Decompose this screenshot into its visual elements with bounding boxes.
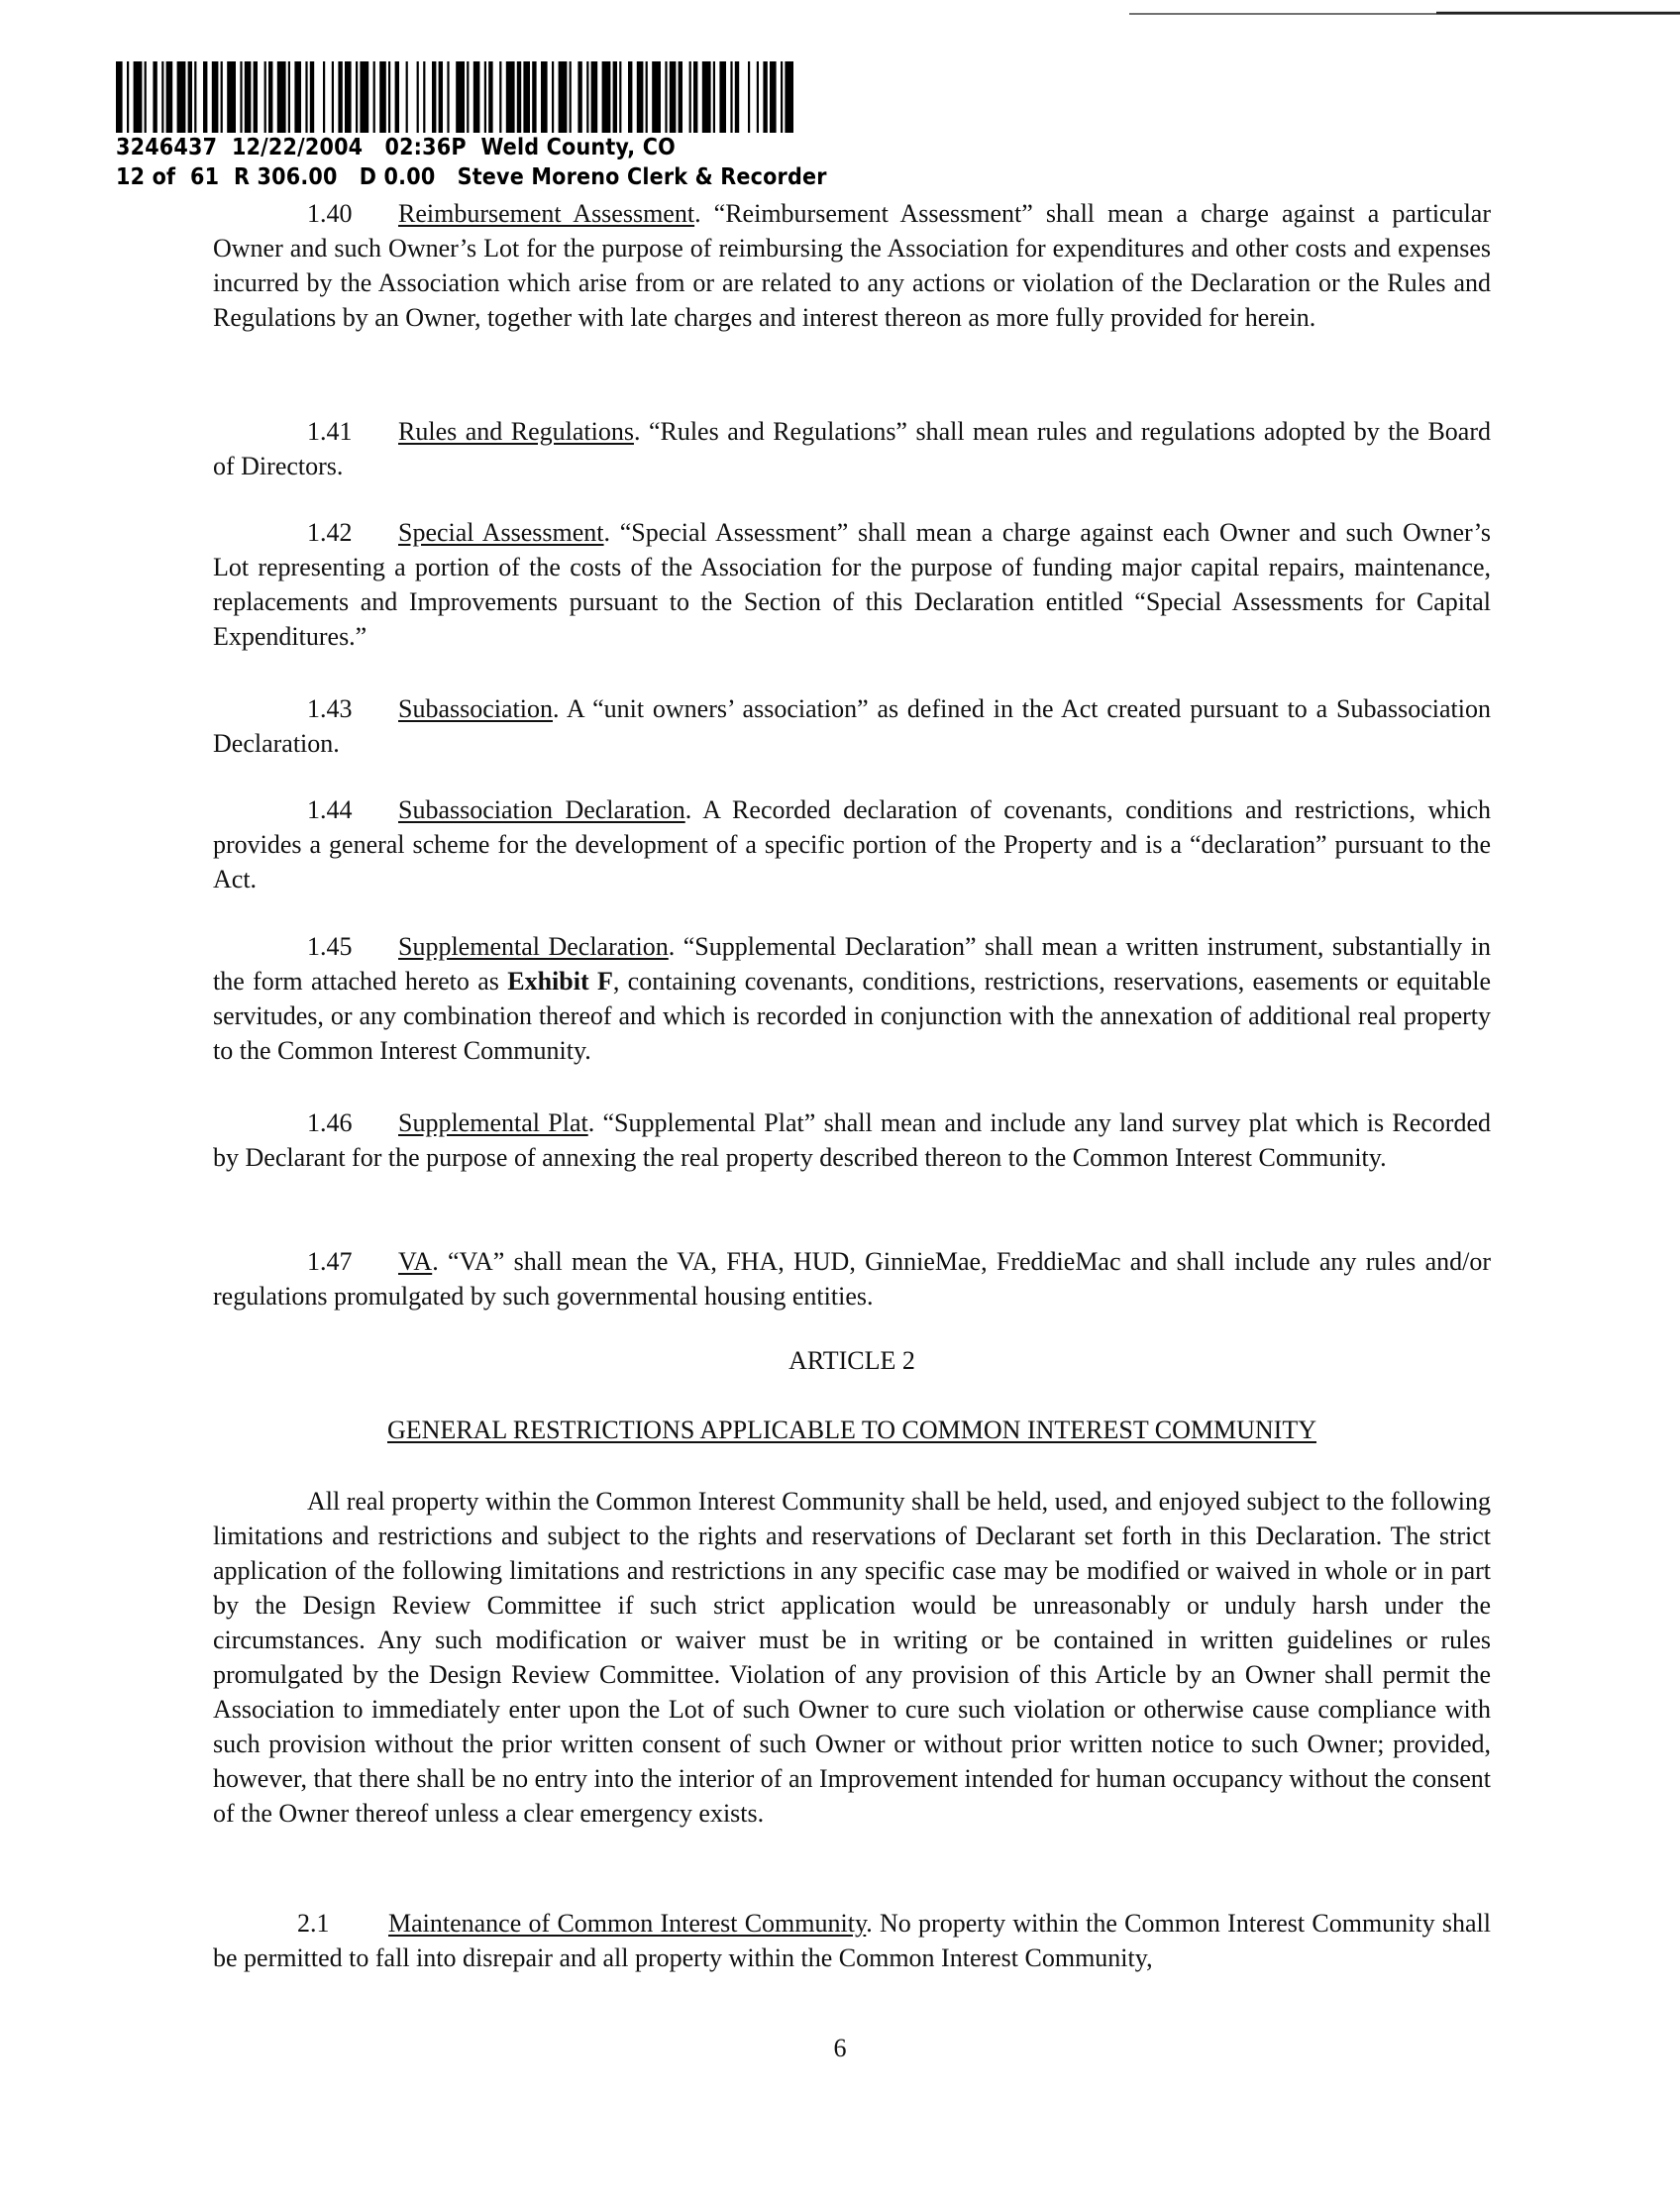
barcode-bar (254, 61, 258, 133)
barcode-bar (781, 61, 783, 133)
barcode-bar (177, 61, 186, 133)
barcode-bar (730, 61, 732, 133)
barcode-bar (379, 61, 386, 133)
barcode-bar (763, 61, 767, 133)
barcode-bar (702, 61, 711, 133)
barcode-bar (484, 61, 486, 133)
barcode-bar (127, 61, 129, 133)
section-number: 1.47 (307, 1247, 353, 1276)
barcode-bar (578, 61, 581, 133)
barcode-bar (423, 61, 425, 133)
section-1-42 (213, 515, 1491, 654)
barcode-bar (332, 61, 334, 133)
section-text: . “Supplemental Plat” shall mean and include any land survey plat which is Recorded by Declarant for the purpose of annexing the real property described thereon to the Common Interest Community. (213, 1108, 1492, 1172)
section-2-1 (213, 1906, 1491, 1975)
barcode-bar (145, 61, 147, 133)
section-number: 1.40 (307, 199, 353, 228)
section-title: Subassociation Declaration (398, 795, 685, 824)
exhibit-reference: Exhibit F (507, 967, 613, 996)
barcode-bar (134, 61, 143, 133)
section-1-43 (213, 691, 1491, 761)
section-text: . “Reimbursement Assessment” shall mean a charge against a particular Owner and such Owner’s Lot for the purpose of reimbursing the Association for expenditures and other costs and expenses incurred by the Association which arise from or are related to any actions or violation of the Declaration or the Rules and Regulations by an Owner, together with late charges and interest thereon as more fully provided for herein. (213, 199, 1491, 332)
barcode-bar (447, 61, 449, 133)
barcode-bar (523, 61, 530, 133)
section-number: 1.45 (307, 932, 353, 961)
barcode-bar (770, 61, 777, 133)
barcode-bar (591, 61, 598, 133)
barcode-bar (310, 61, 314, 133)
recording-line-1: 3246437 12/22/2004 02:36P Weld County, CO (116, 135, 676, 160)
barcode-bar (432, 61, 436, 133)
barcode-bar (689, 61, 691, 133)
barcode-bar (785, 61, 793, 133)
barcode-bar (456, 61, 465, 133)
section-number: 1.41 (307, 417, 353, 446)
section-text: . “Rules and Regulations” shall mean rules and regulations adopted by the Board of Directors. (213, 417, 1491, 480)
article-title: GENERAL RESTRICTIONS APPLICABLE TO COMMON INTEREST COMMUNITY (387, 1416, 1316, 1444)
section-number: 1.43 (307, 694, 353, 723)
barcode-bar (417, 61, 419, 133)
barcode-bar (637, 61, 644, 133)
barcode-bar (619, 61, 621, 133)
barcode-bar (268, 61, 272, 133)
barcode-bar (153, 61, 157, 133)
section-1-41 (213, 414, 1491, 483)
barcode-bar (652, 61, 661, 133)
barcode-bar (665, 61, 667, 133)
barcode-bar (395, 61, 399, 133)
barcode-bar (552, 61, 554, 133)
barcode-bar (245, 61, 252, 133)
barcode-bar (532, 61, 536, 133)
barcode-bar (212, 61, 219, 133)
barcode-bar (388, 61, 390, 133)
barcode-bar (559, 61, 568, 133)
section-1-46 (213, 1105, 1491, 1175)
barcode-bar (116, 61, 123, 133)
section-number: 1.46 (307, 1108, 353, 1137)
barcode-bar (506, 61, 515, 133)
section-1-40 (213, 196, 1491, 335)
section-text: , containing covenants, conditions, restrictions, reservations, easements or equitable servitudes, or any combination thereof and which is recorded in conjunction with the annexation of additional real property to the Common Interest Community. (213, 967, 1492, 1065)
barcode-bar (194, 61, 196, 133)
barcode-bar (294, 61, 301, 133)
section-1-45 (213, 929, 1491, 1068)
barcode-bar (188, 61, 192, 133)
barcode-bar (356, 61, 358, 133)
section-text: . No property within the Common Interest Community shall be permitted to fall into disrepair and all property within the Common Interest Community, (213, 1909, 1491, 1972)
barcode-bar (693, 61, 697, 133)
section-title: Supplemental Plat (398, 1108, 588, 1137)
barcode-bar (161, 61, 163, 133)
scan-edge-artifact (0, 0, 1680, 22)
barcode-bar (570, 61, 572, 133)
barcode-bar (439, 61, 443, 133)
section-text: . A Recorded declaration of covenants, conditions and restrictions, which provides a general scheme for the development of a specific portion of the Property and is a “declaration” pursuant to the Act. (213, 795, 1491, 893)
barcode-bar (373, 61, 375, 133)
barcode-bar (345, 61, 352, 133)
barcode-bar (646, 61, 648, 133)
barcode-bar (488, 61, 492, 133)
section-title: Rules and Regulations (398, 417, 634, 446)
barcode-bar (338, 61, 342, 133)
barcode-bar (227, 61, 236, 133)
barcode-bar (757, 61, 759, 133)
barcode-bar (473, 61, 480, 133)
barcode-bar (467, 61, 469, 133)
barcode-bar (713, 61, 715, 133)
section-1-47 (213, 1244, 1491, 1313)
section-title: Supplemental Declaration (398, 932, 669, 961)
recording-barcode (116, 61, 793, 133)
section-title: Reimbursement Assessment (398, 199, 695, 228)
article-number: ARTICLE 2 (788, 1346, 915, 1375)
barcode-bar (203, 61, 207, 133)
barcode-bar (360, 61, 368, 133)
section-title: Maintenance of Common Interest Community (388, 1909, 867, 1938)
barcode-bar (541, 61, 548, 133)
barcode-bar (735, 61, 739, 133)
barcode-bar (166, 61, 173, 133)
section-number: 1.44 (307, 795, 353, 824)
barcode-bar (288, 61, 290, 133)
article-intro: All real property within the Common Interest Community shall be held, used, and enjoyed subject to the following limitations and restrictions and subject to the rights and reservations of Declarant set forth in this Declaration. The strict application of the following limitations and restrictions in any specific case may be modified or waived in whole or in part by the Design Review Committee if such strict application would be unreasonably or unduly harsh under the circumstances. Any such modification or waiver must be in writing or be contained in written guidelines or rules promulgated by the Design Review Committee. Violation of any provision of this Article by an Owner shall permit the Association to immediately enter upon the Lot of such Owner to cure such violation or otherwise cause compliance with such provision without the prior written consent of such Owner or without prior written notice to such Owner; provided, however, that there shall be no entry into the interior of an Improvement intended for human occupancy without the consent of the Owner thereof unless a clear emergency exists. (213, 1487, 1491, 1828)
barcode-bar (517, 61, 521, 133)
barcode-bar (264, 61, 266, 133)
barcode-bar (679, 61, 682, 133)
barcode-bar (323, 61, 325, 133)
section-title: Subassociation (398, 694, 553, 723)
barcode-bar (613, 61, 617, 133)
page-number: 6 (833, 2034, 847, 2062)
barcode-bar (499, 61, 501, 133)
section-number: 1.42 (307, 518, 353, 547)
barcode-bar (670, 61, 677, 133)
section-text: . A “unit owners’ association” as defined in the Act created pursuant to a Subassociation Declaration. (213, 694, 1491, 758)
section-title: VA (398, 1247, 433, 1276)
section-text: . “Supplemental Declaration” shall mean a written instrument, substantially in the form attached hereto as (213, 932, 1491, 996)
section-text: . “Special Assessment” shall mean a charge against each Owner and such Owner’s Lot representing a portion of the costs of the Association for the purpose of funding major capital repairs, maintenance, replacements and Improvements pursuant to the Section of this Declaration entitled “Special Assessments for Capital Expenditures.” (213, 518, 1492, 651)
barcode-bar (586, 61, 588, 133)
section-1-44 (213, 792, 1491, 896)
recording-line-2: 12 of 61 R 306.00 D 0.00 Steve Moreno Clerk & Recorder (116, 164, 827, 190)
barcode-bar (221, 61, 223, 133)
section-text: . “VA” shall mean the VA, FHA, HUD, GinnieMae, FreddieMac and shall include any rules and/or regulations promulgated by such governmental housing entities. (213, 1247, 1491, 1311)
section-number: 2.1 (297, 1909, 330, 1938)
barcode-bar (277, 61, 286, 133)
barcode-bar (602, 61, 611, 133)
section-title: Special Assessment (398, 518, 604, 547)
barcode-bar (628, 61, 632, 133)
barcode-bar (406, 61, 408, 133)
barcode-bar (305, 61, 307, 133)
barcode-bar (240, 61, 242, 133)
barcode-bar (719, 61, 726, 133)
barcode-bar (748, 61, 750, 133)
